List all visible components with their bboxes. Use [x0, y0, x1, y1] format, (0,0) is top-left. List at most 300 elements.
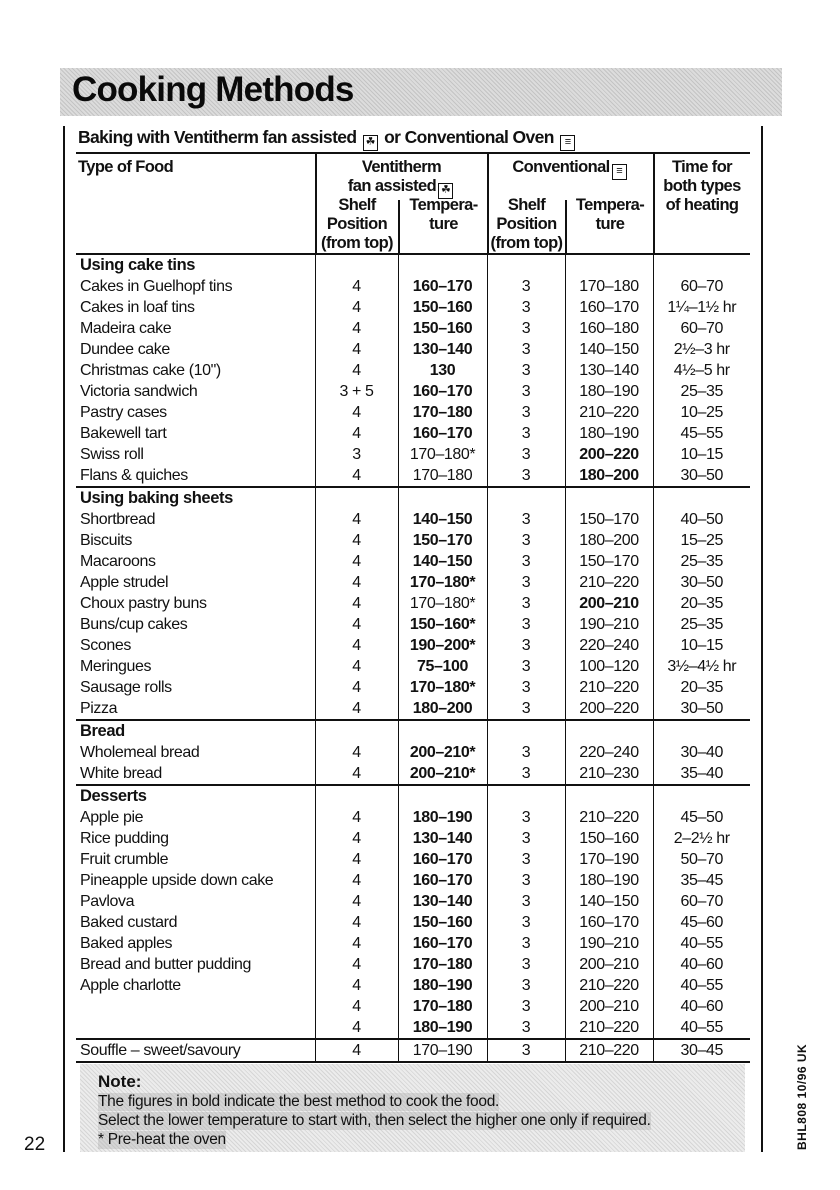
vent-temp: 150–160	[398, 318, 487, 339]
vent-temp: 170–180*	[398, 677, 487, 698]
cook-time: 30–50	[653, 572, 750, 593]
vent-shelf: 3	[315, 444, 398, 465]
conv-temp: 150–170	[565, 551, 653, 572]
empty-cell	[653, 487, 750, 509]
table-row	[76, 381, 750, 402]
vent-temp: 130–140	[398, 828, 487, 849]
cook-time: 50–70	[653, 849, 750, 870]
cook-time: 45–50	[653, 807, 750, 828]
table-row	[76, 551, 750, 572]
conv-temp: 190–210	[565, 933, 653, 954]
conv-temp: 210–220	[565, 807, 653, 828]
cook-time: 60–70	[653, 318, 750, 339]
vent-shelf: 4	[315, 276, 398, 297]
empty-cell	[398, 254, 487, 276]
conv-temp: 210–230	[565, 763, 653, 785]
vent-shelf: 4	[315, 318, 398, 339]
empty-cell	[487, 254, 565, 276]
vent-temp: 170–180	[398, 954, 487, 975]
left-margin-rule	[63, 126, 65, 1152]
vent-shelf: 4	[315, 360, 398, 381]
table-row	[76, 635, 750, 656]
food-name	[76, 1017, 315, 1039]
vent-temp: 180–190	[398, 975, 487, 996]
table-row	[76, 614, 750, 635]
vent-temp: 170–190	[398, 1039, 487, 1062]
food-name: Scones	[80, 637, 131, 654]
vent-temp: 170–180*	[398, 593, 487, 614]
vent-temp: 160–170	[398, 381, 487, 402]
header-divider	[653, 153, 655, 253]
right-margin-rule	[761, 126, 763, 1152]
food-name: Christmas cake (10")	[80, 362, 221, 379]
food-name: Madeira cake	[80, 320, 172, 337]
empty-cell	[398, 785, 487, 807]
food-name: Flans & quiches	[80, 467, 188, 484]
vent-temp: 140–150	[398, 551, 487, 572]
table-row	[76, 975, 750, 996]
vent-shelf: 4	[315, 975, 398, 996]
empty-cell	[315, 487, 398, 509]
vent-shelf: 4	[315, 551, 398, 572]
cook-time: 40–60	[653, 954, 750, 975]
conv-shelf: 3	[487, 339, 565, 360]
table-row	[76, 1039, 750, 1062]
vent-shelf: 4	[315, 1017, 398, 1039]
conv-shelf: 3	[487, 828, 565, 849]
conv-shelf: 3	[487, 402, 565, 423]
vent-temp: 200–210*	[398, 763, 487, 785]
vent-shelf: 4	[315, 763, 398, 785]
table-row	[76, 891, 750, 912]
food-name: Apple strudel	[80, 574, 169, 591]
vent-temp: 170–180*	[398, 444, 487, 465]
food-name: Dundee cake	[80, 341, 170, 358]
conv-temp: 180–190	[565, 423, 653, 444]
table-row	[76, 444, 750, 465]
conv-temp: 190–210	[565, 614, 653, 635]
conv-shelf: 3	[487, 912, 565, 933]
food-name: Bakewell tart	[80, 425, 167, 442]
food-name: Pineapple upside down cake	[80, 872, 274, 889]
cook-time: 15–25	[653, 530, 750, 551]
header-vent-temp: Tempera- ture	[409, 196, 478, 233]
table-row	[76, 677, 750, 698]
vent-shelf: 4	[315, 849, 398, 870]
food-name: Macaroons	[80, 553, 156, 570]
header-divider	[398, 200, 400, 253]
header-conventional: Conventional ≡	[488, 158, 653, 180]
cook-time: 40–50	[653, 509, 750, 530]
vent-temp: 160–170	[398, 276, 487, 297]
vent-shelf: 4	[315, 828, 398, 849]
table-row	[76, 402, 750, 423]
vent-shelf: 4	[315, 912, 398, 933]
table-row	[76, 318, 750, 339]
vent-shelf: 4	[315, 509, 398, 530]
food-name: Pastry cases	[80, 404, 167, 421]
vent-temp: 160–170	[398, 423, 487, 444]
vent-shelf: 4	[315, 297, 398, 318]
table-row	[76, 698, 750, 720]
subtitle-text-2: or Conventional Oven	[384, 127, 554, 147]
page-number: 22	[24, 1134, 46, 1155]
vent-temp: 170–180	[398, 402, 487, 423]
vent-shelf: 3 + 5	[315, 381, 398, 402]
fan-oven-icon: ☘	[363, 135, 378, 151]
conv-shelf: 3	[487, 954, 565, 975]
vent-shelf: 4	[315, 698, 398, 720]
table-row	[76, 276, 750, 297]
note-box	[80, 1064, 745, 1152]
vent-temp: 170–180	[398, 465, 487, 487]
note-title: Note:	[98, 1072, 142, 1091]
header-divider	[315, 153, 317, 253]
food-name: Wholemeal bread	[80, 744, 200, 761]
cook-time: 1¼–1½ hr	[653, 297, 750, 318]
conv-shelf: 3	[487, 530, 565, 551]
vent-shelf: 4	[315, 870, 398, 891]
food-name: Cakes in Guelhopf tins	[80, 278, 233, 295]
conv-temp: 160–170	[565, 912, 653, 933]
vent-shelf: 4	[315, 656, 398, 677]
table-row	[76, 656, 750, 677]
cook-time: 2–2½ hr	[653, 828, 750, 849]
conv-shelf: 3	[487, 996, 565, 1017]
cook-time: 10–25	[653, 402, 750, 423]
food-name: Apple charlotte	[80, 977, 181, 994]
table-top-rule	[76, 152, 750, 154]
empty-cell	[653, 720, 750, 742]
section-header-row	[76, 720, 750, 742]
vent-temp: 160–170	[398, 933, 487, 954]
section-title: Using cake tins	[76, 254, 315, 276]
vent-temp: 180–190	[398, 807, 487, 828]
document-code: BHL808 10/96 UK	[795, 1043, 809, 1150]
table-row	[76, 360, 750, 381]
food-name: Shortbread	[80, 511, 156, 528]
conv-temp: 180–190	[565, 381, 653, 402]
cook-time: 30–50	[653, 698, 750, 720]
vent-shelf: 4	[315, 807, 398, 828]
conv-shelf: 3	[487, 614, 565, 635]
table-row	[76, 996, 750, 1017]
empty-cell	[487, 487, 565, 509]
vent-shelf: 4	[315, 891, 398, 912]
conv-temp: 210–220	[565, 402, 653, 423]
cook-time: 20–35	[653, 677, 750, 698]
section-title: Desserts	[76, 785, 315, 807]
cook-time: 30–45	[653, 1039, 750, 1062]
section-title: Using baking sheets	[76, 487, 315, 509]
header-ventitherm	[316, 158, 487, 199]
conv-temp: 100–120	[565, 656, 653, 677]
conv-shelf: 3	[487, 975, 565, 996]
table-row	[76, 509, 750, 530]
cook-time: 3½–4½ hr	[653, 656, 750, 677]
header-divider	[565, 200, 567, 253]
empty-cell	[398, 487, 487, 509]
conv-temp: 200–210	[565, 954, 653, 975]
section-header-row	[76, 487, 750, 509]
food-name: Victoria sandwich	[80, 383, 198, 400]
vent-temp: 130–140	[398, 339, 487, 360]
conv-shelf: 3	[487, 635, 565, 656]
empty-cell	[315, 254, 398, 276]
cook-time: 25–35	[653, 381, 750, 402]
table-row	[76, 763, 750, 785]
vent-shelf: 4	[315, 635, 398, 656]
vent-temp: 170–180*	[398, 572, 487, 593]
section-subtitle	[78, 127, 577, 151]
cook-time: 40–55	[653, 975, 750, 996]
vent-temp: 190–200*	[398, 635, 487, 656]
conv-temp: 180–190	[565, 870, 653, 891]
food-name: Swiss roll	[80, 446, 144, 463]
conv-shelf: 3	[487, 763, 565, 785]
vent-temp: 130	[398, 360, 487, 381]
vent-temp: 160–170	[398, 870, 487, 891]
conv-shelf: 3	[487, 807, 565, 828]
cook-time: 30–40	[653, 742, 750, 763]
vent-shelf: 4	[315, 465, 398, 487]
conv-shelf: 3	[487, 677, 565, 698]
conv-temp: 210–220	[565, 1039, 653, 1062]
note-line: Select the lower temperature to start with, then select the higher one only if required.	[98, 1112, 651, 1129]
note-line: * Pre-heat the oven	[98, 1131, 226, 1148]
conv-temp: 220–240	[565, 742, 653, 763]
conv-shelf: 3	[487, 656, 565, 677]
food-name: Pizza	[80, 700, 118, 717]
food-name: Buns/cup cakes	[80, 616, 188, 633]
cook-time: 30–50	[653, 465, 750, 487]
cooking-table	[76, 253, 750, 1063]
conv-shelf: 3	[487, 698, 565, 720]
cook-time: 20–35	[653, 593, 750, 614]
vent-shelf: 4	[315, 593, 398, 614]
conventional-oven-icon: ≡	[612, 164, 627, 180]
vent-temp: 130–140	[398, 891, 487, 912]
conv-temp: 130–140	[565, 360, 653, 381]
conv-shelf: 3	[487, 276, 565, 297]
conv-shelf: 3	[487, 1017, 565, 1039]
vent-temp: 180–200	[398, 698, 487, 720]
table-row	[76, 933, 750, 954]
food-name: Sausage rolls	[80, 679, 172, 696]
cook-time: 40–60	[653, 996, 750, 1017]
empty-cell	[565, 487, 653, 509]
conv-temp: 210–220	[565, 975, 653, 996]
cook-time: 40–55	[653, 1017, 750, 1039]
cook-time: 35–40	[653, 763, 750, 785]
vent-shelf: 4	[315, 742, 398, 763]
conv-temp: 220–240	[565, 635, 653, 656]
empty-cell	[315, 720, 398, 742]
food-name: White bread	[80, 765, 162, 782]
empty-cell	[487, 785, 565, 807]
food-name: Bread and butter pudding	[80, 956, 251, 973]
vent-temp: 150–170	[398, 530, 487, 551]
table-row	[76, 954, 750, 975]
conv-shelf: 3	[487, 742, 565, 763]
empty-cell	[653, 254, 750, 276]
empty-cell	[565, 254, 653, 276]
table-row	[76, 828, 750, 849]
conv-shelf: 3	[487, 933, 565, 954]
cook-time: 4½–5 hr	[653, 360, 750, 381]
conv-temp: 210–220	[565, 1017, 653, 1039]
header-type-of-food: Type of Food	[78, 158, 174, 176]
vent-shelf: 4	[315, 530, 398, 551]
page-title: Cooking Methods	[72, 70, 354, 109]
conv-temp: 200–220	[565, 444, 653, 465]
vent-shelf: 4	[315, 1039, 398, 1062]
section-header-row	[76, 785, 750, 807]
section-header-row	[76, 254, 750, 276]
header-conv-temp: Tempera- ture	[575, 196, 645, 233]
header-divider	[487, 153, 489, 253]
vent-temp: 150–160	[398, 297, 487, 318]
food-name	[76, 996, 315, 1017]
conv-temp: 210–220	[565, 572, 653, 593]
table-row	[76, 530, 750, 551]
subtitle-text-1: Baking with Ventitherm fan assisted	[78, 127, 357, 147]
table-row	[76, 742, 750, 763]
food-name: Pavlova	[80, 893, 135, 910]
empty-cell	[487, 720, 565, 742]
vent-temp: 160–170	[398, 849, 487, 870]
vent-shelf: 4	[315, 402, 398, 423]
section-title: Bread	[76, 720, 315, 742]
conv-shelf: 3	[487, 551, 565, 572]
conv-temp: 140–150	[565, 891, 653, 912]
food-name: Baked apples	[80, 935, 173, 952]
food-name: Souffle – sweet/savoury	[76, 1039, 315, 1062]
food-name: Baked custard	[80, 914, 178, 931]
conv-temp: 170–180	[565, 276, 653, 297]
table-row	[76, 423, 750, 444]
conv-shelf: 3	[487, 444, 565, 465]
cook-time: 45–55	[653, 423, 750, 444]
fan-oven-icon: ☘	[438, 183, 453, 199]
vent-temp: 150–160	[398, 912, 487, 933]
vent-temp: 150–160*	[398, 614, 487, 635]
conv-shelf: 3	[487, 593, 565, 614]
conventional-oven-icon: ≡	[560, 135, 575, 151]
empty-cell	[315, 785, 398, 807]
conv-temp: 150–170	[565, 509, 653, 530]
food-name: Fruit crumble	[80, 851, 169, 868]
conv-temp: 170–190	[565, 849, 653, 870]
conv-shelf: 3	[487, 572, 565, 593]
cook-time: 10–15	[653, 444, 750, 465]
header-vent-shelf: Shelf Position (from top)	[321, 196, 393, 252]
cook-time: 40–55	[653, 933, 750, 954]
cook-time: 25–35	[653, 614, 750, 635]
vent-shelf: 4	[315, 614, 398, 635]
conv-shelf: 3	[487, 1039, 565, 1062]
conv-temp: 210–220	[565, 677, 653, 698]
conv-temp: 160–180	[565, 318, 653, 339]
empty-cell	[398, 720, 487, 742]
header-time: Time for both types of heating	[663, 158, 741, 214]
vent-shelf: 4	[315, 572, 398, 593]
table-row	[76, 572, 750, 593]
header-conv-shelf: Shelf Position (from top)	[490, 196, 563, 252]
conv-temp: 200–210	[565, 593, 653, 614]
table-row	[76, 870, 750, 891]
vent-shelf: 4	[315, 996, 398, 1017]
conv-shelf: 3	[487, 423, 565, 444]
cook-time: 35–45	[653, 870, 750, 891]
conv-shelf: 3	[487, 318, 565, 339]
cook-time: 45–60	[653, 912, 750, 933]
vent-shelf: 4	[315, 677, 398, 698]
conv-temp: 180–200	[565, 465, 653, 487]
conv-shelf: 3	[487, 465, 565, 487]
vent-shelf: 4	[315, 933, 398, 954]
conv-shelf: 3	[487, 891, 565, 912]
conv-shelf: 3	[487, 360, 565, 381]
conv-temp: 200–210	[565, 996, 653, 1017]
table-row	[76, 593, 750, 614]
food-name: Biscuits	[80, 532, 132, 549]
conv-shelf: 3	[487, 870, 565, 891]
conv-shelf: 3	[487, 509, 565, 530]
vent-temp: 140–150	[398, 509, 487, 530]
table-row	[76, 339, 750, 360]
conv-temp: 160–170	[565, 297, 653, 318]
table-row	[76, 465, 750, 487]
table-row	[76, 849, 750, 870]
cook-time: 25–35	[653, 551, 750, 572]
table-row	[76, 912, 750, 933]
table-row	[76, 807, 750, 828]
vent-temp: 200–210*	[398, 742, 487, 763]
cook-time: 60–70	[653, 276, 750, 297]
cook-time: 60–70	[653, 891, 750, 912]
note-line: The figures in bold indicate the best method to cook the food.	[98, 1093, 500, 1110]
conv-shelf: 3	[487, 381, 565, 402]
cook-time: 10–15	[653, 635, 750, 656]
vent-temp: 180–190	[398, 1017, 487, 1039]
empty-cell	[565, 785, 653, 807]
conv-shelf: 3	[487, 297, 565, 318]
conv-temp: 140–150	[565, 339, 653, 360]
food-name: Meringues	[80, 658, 152, 675]
table-row	[76, 297, 750, 318]
food-name: Choux pastry buns	[80, 595, 207, 612]
food-name: Rice pudding	[80, 830, 169, 847]
empty-cell	[565, 720, 653, 742]
food-name: Cakes in loaf tins	[80, 299, 195, 316]
vent-shelf: 4	[315, 954, 398, 975]
table-row	[76, 1017, 750, 1039]
conv-shelf: 3	[487, 849, 565, 870]
vent-shelf: 4	[315, 423, 398, 444]
vent-temp: 170–180	[398, 996, 487, 1017]
food-name: Apple pie	[80, 809, 144, 826]
cook-time: 2½–3 hr	[653, 339, 750, 360]
conv-temp: 150–160	[565, 828, 653, 849]
header-vent-line1: Ventitherm	[361, 158, 442, 176]
conv-temp: 180–200	[565, 530, 653, 551]
empty-cell	[653, 785, 750, 807]
vent-shelf: 4	[315, 339, 398, 360]
header-vent-line2: fan assisted ☘	[316, 177, 487, 199]
vent-temp: 75–100	[398, 656, 487, 677]
conv-temp: 200–220	[565, 698, 653, 720]
